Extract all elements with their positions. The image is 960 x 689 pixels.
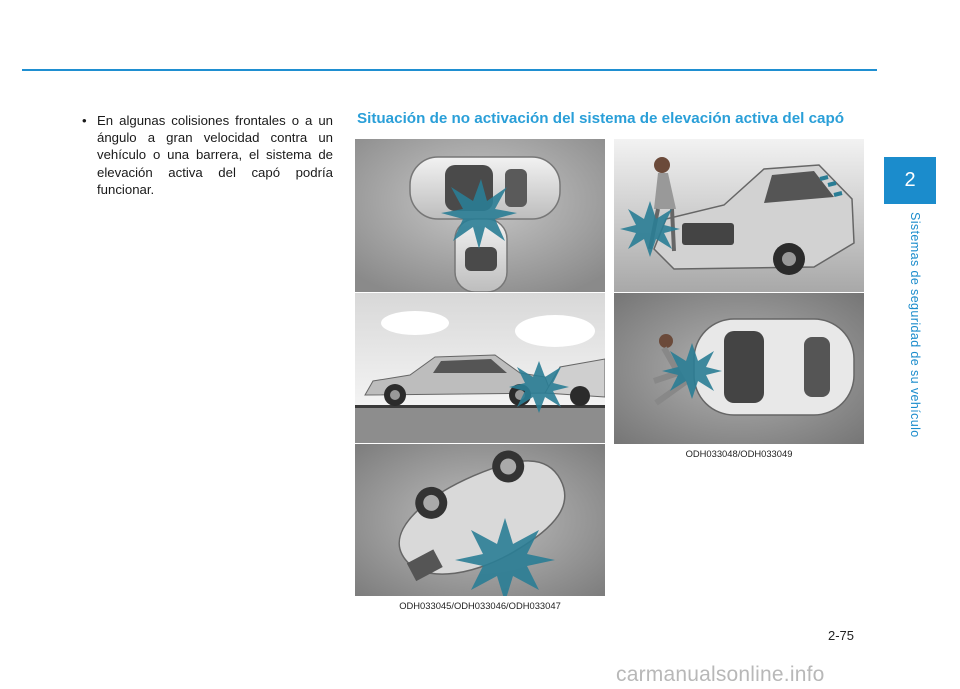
figure-caption-left: ODH033045/ODH033046/ODH033047 (399, 600, 561, 611)
chapter-title: Sistemas de seguridad de su vehículo (908, 212, 922, 438)
figure-rollover (355, 444, 605, 596)
impact-burst-icon (509, 361, 569, 413)
chapter-number: 2 (904, 169, 916, 191)
bullet-marker: • (82, 113, 87, 128)
chapter-number-tab (884, 157, 936, 204)
top-rule (22, 69, 877, 71)
figure-caption-right: ODH033048/ODH033049 (685, 448, 793, 459)
page-number: 2-75 (828, 628, 855, 643)
bullet-paragraph (80, 112, 333, 198)
bullet-text: En algunas colisiones frontales o a un ángulo a gran velocidad contra un vehículo o una barrera, el sistema de elevación activa del capó podría funcionar. (97, 113, 333, 197)
figure-pedestrian-front-impact (614, 139, 864, 292)
section-heading: Situación de no activación del sistema de elevación activa del capó (357, 110, 845, 127)
watermark: carmanualsonline.info (616, 663, 825, 686)
figure-rear-impact-side-view (355, 293, 605, 443)
figure-pedestrian-top-view (614, 293, 864, 444)
figure-side-impact-top-view (355, 139, 605, 292)
